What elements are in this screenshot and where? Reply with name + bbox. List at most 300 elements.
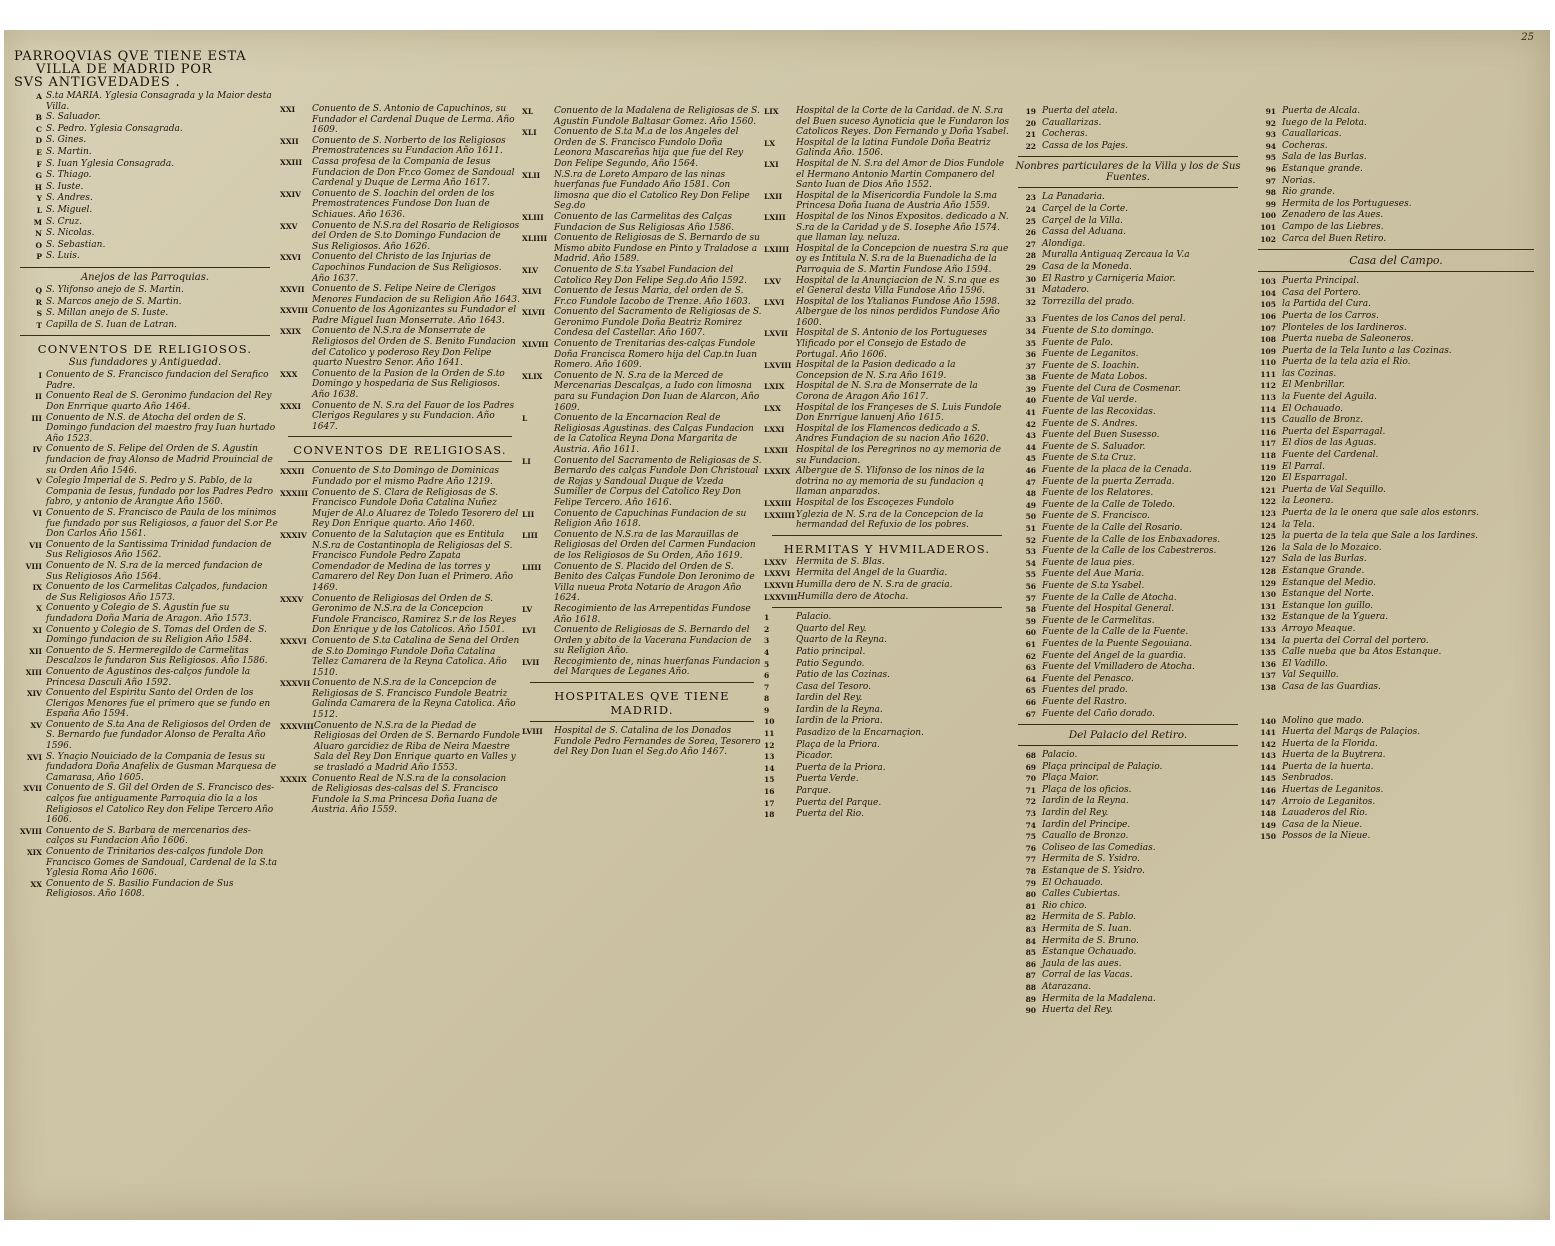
legend-entry (764, 403, 1010, 424)
legend-entry (1010, 796, 1246, 808)
entry-text: Fuente del Angel de la guardia. (1042, 650, 1187, 661)
entry-text: Quarto de la Reyna. (796, 635, 888, 646)
entry-text: Hermita de la Madalena. (1042, 993, 1156, 1004)
legend-entry (12, 688, 278, 720)
entry-number: 4 (764, 647, 770, 657)
entry-text: Conuento y Colegio de S. Agustin fue su fundadora Doña Maria de Aragon. Año 1573. (46, 603, 252, 624)
entry-number: 5 (764, 659, 770, 669)
entry-text: Fuente del Penasco. (1042, 673, 1134, 684)
casa-del-campo-heading: Casa del Campo. (1349, 254, 1443, 268)
entry-number: 148 (1260, 809, 1276, 819)
legend-entry (522, 562, 762, 604)
entry-number: 141 (1260, 728, 1276, 738)
entry-text: Hermita de S. Iuan. (1042, 924, 1132, 934)
legend-entry (1010, 994, 1246, 1006)
legend-entry (12, 783, 278, 825)
entry-text: Fuente del Buen Susesso. (1042, 430, 1160, 441)
entry-text: S.ta MARIA. Yglesia Consagrada y la Maior desta Villa. (46, 91, 272, 112)
entry-text: Conuento de S. Felipe Neire de Clerigos Menores Fundacion de su Religion Año 1643. (312, 284, 520, 305)
entry-number: XXV (280, 221, 298, 231)
entry-text: Casa del Portero. (1282, 287, 1361, 298)
legend-entry (1010, 709, 1246, 721)
entry-text: Fuente de S. Saluador. (1042, 441, 1146, 452)
entry-number: 147 (1260, 797, 1276, 807)
entry-number: X (36, 604, 42, 614)
entry-text: Campo de las Liebres. (1282, 221, 1384, 232)
hospitales-heading: HOSPITALES QVE TIENE MADRID. (554, 689, 730, 718)
nombres-list (1010, 192, 1246, 308)
legend-entry (1010, 773, 1246, 785)
legend-entry (1010, 535, 1246, 547)
legend-entry (1010, 651, 1246, 663)
entry-number: 130 (1260, 590, 1276, 600)
legend-entry (1250, 152, 1542, 164)
legend-entry (1250, 750, 1542, 762)
entry-number: XLIIII (522, 234, 548, 244)
entry-text: Albergue de S. Ylifonso de los ninos de la dotrina no ay memoria de su fundacion q llaman anparados. (796, 466, 985, 498)
divider (288, 436, 512, 437)
entry-text: Estanque de la Yguera. (1282, 612, 1389, 623)
divider (1018, 156, 1238, 157)
entry-number: 97 (1265, 176, 1276, 186)
conventos-religiosos-list (12, 370, 278, 900)
entry-text: la puerta de la tela que Sale a los Iardines. (1282, 531, 1479, 542)
legend-entry (1250, 543, 1542, 555)
entry-number: 74 (1025, 820, 1036, 830)
entry-text: El Esparragal. (1282, 473, 1348, 484)
entry-text: Conuento de S. Francisco de Paula de los minimos fue fundado por sus Religiosos, a fauor del S.or P.e Don Carlos Año 1561. (46, 508, 278, 540)
entry-number: XXVIII (280, 306, 308, 316)
column-5 (1010, 106, 1246, 1017)
entry-number: 150 (1260, 832, 1276, 842)
entry-number: 107 (1260, 323, 1276, 333)
entry-text: Yglezia de N. S.ra de la Concepcion de la hermandad del Refuxio de los pobres. (796, 509, 984, 531)
legend-entry (1250, 773, 1542, 785)
entry-number: 108 (1260, 335, 1276, 345)
legend-entry (280, 326, 520, 368)
entry-number: LIX (764, 107, 779, 116)
entry-number: XXXV (280, 594, 304, 604)
entry-text: Palacio. (796, 612, 832, 623)
legend-entry (764, 716, 1010, 728)
entry-number: 100 (1260, 211, 1276, 221)
legend-entry (1010, 762, 1246, 774)
entry-text: Hermita de S. Ysidro. (1042, 854, 1140, 865)
entry-text: Hospital de S. Antonio de los Portugueses Ylificado por el Consejo de Estado de Portugal. Año 1606. (796, 328, 988, 360)
legend-entry (1250, 210, 1542, 222)
entry-text: Conuento de S.to Domingo de Dominicas Fundado por el mismo Padre Año 1219. (312, 466, 500, 487)
entry-text: S. Marcos anejo de S. Martin. (46, 296, 182, 307)
entry-number: XLI (522, 128, 537, 138)
entry-number: LX (764, 138, 776, 148)
entry-number: 37 (1025, 361, 1036, 371)
legend-entry (280, 252, 520, 284)
entry-number: 48 (1025, 489, 1036, 499)
legend-entry (764, 466, 1010, 498)
entry-number: XIX (26, 848, 42, 857)
legend-entry (1010, 204, 1246, 216)
legend-entry (764, 635, 1010, 647)
divider (20, 335, 270, 336)
hospitales-list-first (522, 726, 762, 758)
entry-text: El Parral. (1282, 461, 1326, 472)
legend-entry (1010, 453, 1246, 465)
entry-text: Hospital de los Escoçezes Fundolo (796, 497, 954, 508)
legend-entry (280, 305, 520, 326)
legend-entry (1010, 616, 1246, 628)
legend-entry (1250, 496, 1542, 508)
entry-number: 64 (1025, 674, 1036, 684)
legend-entry (764, 381, 1010, 402)
entry-number: XXX (280, 369, 298, 379)
entry-text: Fuente de le Carmelitas. (1042, 615, 1155, 626)
entry-text: Puerta Principal. (1282, 276, 1360, 287)
entry-number: XVIII (19, 826, 42, 836)
entry-text: Fuente de S. Francisco. (1042, 511, 1150, 522)
legend-entry (1250, 520, 1542, 532)
legend-entry (280, 721, 520, 774)
entry-text: Fuente del Aue Maria. (1042, 569, 1145, 580)
entry-text: Casa del Tesoro. (796, 681, 872, 692)
entry-number: XXIX (280, 327, 301, 337)
entry-text: Conuento de N.S.ra de la Piedad de Religiosas del Orden de S. Bernardo Fundole Aluaro garcidiez de Riba de Neira Maestre Sala del Rey Don Enrique quarto en Valles y se trasladó a Madrid Año 1553. (313, 720, 520, 774)
entry-text: Capilla de S. Iuan de Latran. (46, 319, 177, 330)
entry-text: Conuento de S. Felipe del Orden de S. Agustin fundacion de fray Alonso de Madrid Prouincial de su Orden Año 1546. (46, 444, 273, 476)
legend-entry (1250, 820, 1542, 832)
legend-entry (1250, 647, 1542, 659)
entry-number: 29 (1025, 262, 1036, 272)
entry-text: Plonteles de los Iardineros. (1282, 322, 1407, 333)
entry-number: 43 (1025, 431, 1036, 441)
legend-entry (764, 212, 1010, 244)
entry-text: Calle nueba que ba Atos Estanque. (1282, 647, 1442, 658)
entry-text: Rio chico. (1042, 900, 1087, 911)
entry-text: Cauallaricas. (1282, 129, 1342, 140)
entry-text: Puerta de la le onera que sale alos estonrs. (1282, 508, 1480, 518)
entry-number: XLVIII (522, 340, 549, 350)
entry-number: 54 (1025, 558, 1036, 568)
legend-entry (1010, 118, 1246, 130)
entry-number: LXXV (764, 557, 787, 567)
entry-text: S. Gines. (46, 135, 87, 146)
entry-number: 58 (1025, 605, 1036, 615)
nombres-heading: Nonbres particulares de la Villa y los de Sus Fuentes. (1015, 161, 1241, 184)
entry-number: 144 (1260, 762, 1276, 772)
conventos-religiosos-list-continued (280, 104, 520, 432)
entry-text: Conuento de S.ta Catalina de Sena del Orden de S.to Domingo Fundole Doña Catalina Tellez Camarera de la Reyna Catolica. Año 1510. (312, 635, 520, 678)
entry-number: LIII (522, 530, 538, 540)
legend-entry (280, 530, 520, 594)
legend-entry (1250, 682, 1542, 694)
entry-text: S. Pedro. Yglesia Consagrada. (46, 123, 183, 134)
entry-text: Conuento de las Carmelitas des Calças Fundacion de Sus Religiosas Año 1586. (554, 211, 735, 233)
entry-number: 96 (1265, 164, 1276, 174)
entry-number: 9 (764, 705, 770, 715)
entry-text: Fuente de S.ta Ysabel. (1042, 580, 1145, 591)
legend-entry (12, 182, 278, 194)
entry-text: Picador. (796, 751, 833, 762)
entry-number: 123 (1260, 509, 1276, 518)
legend-entry (1250, 508, 1542, 520)
entry-text: Plaça principal de Palaçio. (1042, 761, 1163, 772)
entry-number: N (35, 229, 42, 239)
legend-entry (1250, 438, 1542, 450)
entry-number: 71 (1025, 785, 1036, 795)
entry-text: El dios de las Aguas. (1282, 438, 1377, 449)
entry-number: LXII (764, 191, 783, 201)
legend-entry (1010, 558, 1246, 570)
legend-entry (1250, 601, 1542, 613)
entry-text: S. Millan anejo de S. Iuste. (46, 308, 169, 319)
legend-entry (764, 624, 1010, 636)
entry-number: XXIV (280, 189, 301, 199)
entry-text: Iardin del Rey. (1042, 808, 1109, 819)
entry-number: 99 (1265, 199, 1276, 209)
divider (1018, 745, 1238, 746)
entry-text: Cassa profesa de la Compania de Iesus Fundacion de Don Fr.co Gomez de Sandoual Cardenal y Duque de Lerma Año 1617. (312, 156, 515, 189)
entry-text: Hospital de la Concepcion de nuestra S.ra que oy es Intitula N. S.ra de la Buenadicha de la Parroquia de S. Martin Fundose Año 1594. (796, 243, 1009, 275)
entry-text: la Tela. (1282, 519, 1315, 530)
legend-entry (764, 728, 1010, 740)
entry-text: Conuento de S. Ioachin del orden de los Premostratences Fundose Don Iuan de Schiaues. Año 1636. (312, 188, 495, 220)
legend-entry (1010, 465, 1246, 477)
entry-number: 26 (1025, 228, 1036, 238)
entry-number: 69 (1025, 762, 1036, 772)
legend-entry (764, 568, 1010, 580)
entry-text: Estanque Ochauado. (1042, 947, 1137, 958)
legend-entry (12, 646, 278, 667)
legend-entry (12, 112, 278, 124)
entry-number: XXXIII (280, 488, 308, 498)
entry-number: XXXVIII (280, 721, 314, 731)
entry-text: Hermita del Angel de la Guardia. (796, 568, 948, 579)
engraved-legend-sheet (4, 30, 1550, 1220)
legend-entry (1010, 500, 1246, 512)
entry-number: 56 (1025, 581, 1036, 591)
entry-number: 46 (1025, 466, 1036, 476)
legend-entry (764, 244, 1010, 276)
entry-number: 70 (1025, 774, 1036, 784)
legend-entry (1010, 750, 1246, 762)
legend-entry (1010, 662, 1246, 674)
entry-text: Humilla dero de N. S.ra de gracia. (796, 579, 953, 590)
main-title (14, 50, 278, 89)
entry-text: S. Saluador. (46, 112, 101, 123)
entry-text: Hospital de los Françeses de S. Luis Fundole Don Enrrigue lanuenj Año 1615. (796, 402, 1002, 424)
legend-entry (1010, 1005, 1246, 1017)
legend-entry (764, 612, 1010, 624)
legend-entry (1010, 639, 1246, 651)
entry-text: Cocheras. (1042, 129, 1088, 140)
entry-text: Puerta de los Carros. (1282, 310, 1379, 321)
legend-entry (764, 360, 1010, 381)
entry-number: 111 (1260, 369, 1276, 379)
entry-text: Fuente de Val uerde. (1042, 395, 1138, 406)
legend-entry (1250, 554, 1542, 566)
entry-number: LXX (764, 403, 781, 413)
entry-text: Norias. (1282, 175, 1316, 186)
entry-number: 11 (764, 729, 775, 739)
entry-number: 149 (1260, 820, 1276, 830)
entry-text: Hospital de los Peregrinos no ay memoria de su Fundacion. (796, 445, 1001, 466)
legend-entry (1010, 227, 1246, 239)
legend-entry (522, 456, 762, 509)
entry-text: Cauallo de Bronz. (1282, 415, 1364, 426)
entry-number: XII (29, 646, 42, 656)
entry-text: Torrezilla del prado. (1042, 296, 1135, 307)
entry-text: Arroyo Meaque. (1282, 623, 1356, 634)
entry-number: XLII (522, 170, 541, 180)
entry-text: Conuento de S. Hermeregildo de Carmelitas Descalzos le fundaron Sus Religiosos. Año 1586. (46, 645, 268, 667)
entry-number: XXXVII (280, 679, 311, 689)
legend-entry (280, 189, 520, 221)
entry-number: 53 (1025, 547, 1036, 557)
legend-entry (1010, 407, 1246, 419)
legend-entry (1010, 627, 1246, 639)
entry-number: XX (30, 879, 42, 889)
entry-number: 103 (1260, 277, 1276, 287)
entry-number: 18 (764, 810, 775, 820)
legend-entry (1250, 234, 1542, 246)
entry-number: 101 (1260, 222, 1276, 232)
entry-number: XVII (23, 784, 42, 794)
legend-entry (12, 444, 278, 476)
entry-text: Plaça Maior. (1042, 773, 1099, 784)
entry-number: 146 (1260, 786, 1276, 796)
hermitas-heading: HERMITAS Y HVMILADEROS. (783, 541, 991, 556)
legend-entry (522, 657, 762, 678)
legend-entry (12, 205, 278, 217)
entry-number: 104 (1260, 288, 1276, 298)
legend-entry (280, 466, 520, 487)
entry-text: Sala de las Burlas. (1282, 554, 1367, 565)
entry-text: Fuente del Cardenal. (1282, 450, 1379, 461)
legend-entry (12, 297, 278, 309)
entry-text: Fuente del Caño dorado. (1042, 708, 1155, 719)
entry-text: S. Ylifonso anejo de S. Martin. (46, 284, 184, 295)
entry-text: S. Cruz. (46, 216, 83, 227)
legend-entry (522, 339, 762, 371)
entry-text: Huerta del Rey. (1042, 1005, 1113, 1016)
entry-number: 134 (1260, 636, 1276, 646)
entry-text: Conuento de la Salutaçion que es Entitula N.S.ra de Costantinopla de Religiosas del S. Francisco Fundole Pedro Zapata Comendador de Medina de las torres y Camarero del Rey Don Iuan el Primero. Año 1469. (312, 529, 514, 593)
entry-number: IX (32, 583, 42, 593)
legend-entry (12, 228, 278, 240)
legend-entry (1250, 450, 1542, 462)
entry-text: Pasadizo de la Encarnaçion. (796, 728, 924, 739)
legend-entry (1250, 473, 1542, 485)
entry-text: Matadero. (1042, 285, 1090, 296)
entry-number: 20 (1025, 118, 1036, 128)
entry-number: 106 (1260, 311, 1276, 321)
entry-text: Conuento de S. Barbara de mercenarios des-calços su Fundacion Año 1606. (46, 825, 251, 847)
legend-entry (1250, 176, 1542, 188)
entry-text: Conuento de S.ta Ysabel Fundacion del Catolico Rey Don Felipe Seg.do Año 1592. (554, 264, 747, 286)
legend-entry (12, 667, 278, 688)
legend-entry (1010, 372, 1246, 384)
divider (772, 535, 1002, 536)
entry-text: S. Ynaçio Nouiciado de la Compania de Iesus su fundadora Doña Anafelix de Gusman Marquesa de Camarasa, Año 1605. (46, 751, 277, 783)
legend-entry (1010, 262, 1246, 274)
entry-text: Puerta del Parque. (796, 797, 882, 808)
conventos-religiosas-list (280, 466, 520, 816)
entry-number: 124 (1260, 520, 1276, 530)
entry-number: XLV (522, 265, 539, 275)
divider (772, 607, 1002, 608)
legend-entry (1010, 685, 1246, 697)
entry-text: Conuento de la Santissima Trinidad fundacion de Sus Religiosos Año 1562. (46, 539, 272, 561)
entry-text: Estanque lon guillo. (1282, 600, 1373, 611)
legend-entry (764, 557, 1010, 569)
legend-entry (12, 91, 278, 112)
entry-number: M (33, 217, 42, 227)
entry-text: S. Andres. (46, 193, 93, 204)
entry-number: LXXII (764, 446, 788, 455)
entry-number: 24 (1025, 204, 1036, 214)
entry-number: 122 (1260, 497, 1276, 507)
legend-entry (12, 251, 278, 263)
legend-entry (1250, 141, 1542, 153)
entry-text: Hospital de los Ninos Expositos. dedicado a N. S.ra de la Caridad y de S. Iosephe Año 1574. que llaman lay. neluza. (796, 211, 1009, 244)
entry-number: 55 (1025, 570, 1036, 580)
entry-text: Conuento Real de N.S.ra de la consolacion de Religiosas des-calsas del S. Francisco Fundole la S.ma Princesa Doña Iuana de Austria. Año 1559. (312, 773, 507, 816)
entry-text: Fuente de la Calle de los Enbaxadores. (1042, 534, 1221, 545)
legend-entry (1250, 299, 1542, 311)
legend-entry (1250, 276, 1542, 288)
legend-entry (522, 212, 762, 233)
legend-entry (1010, 488, 1246, 500)
entry-text: Huerta de la Buytrera. (1282, 750, 1386, 761)
entry-number: 2 (764, 624, 770, 634)
entry-number: 92 (1265, 118, 1276, 128)
entry-number: LVIII (522, 727, 543, 737)
entry-number: LXXIIII (764, 510, 795, 520)
entry-text: Recogimiento de, ninas huerfanas Fundacion del Marques de Leganes Año. (554, 656, 761, 678)
legend-entry (12, 159, 278, 171)
legend-entry (1010, 982, 1246, 994)
entry-number: 41 (1025, 408, 1036, 418)
entry-number: 21 (1025, 130, 1036, 140)
legend-entry (522, 106, 762, 127)
entry-number: LXIX (764, 382, 785, 392)
legend-entry (1250, 288, 1542, 300)
legend-entry (1010, 947, 1246, 959)
legend-entry (12, 603, 278, 624)
entry-number: 128 (1260, 566, 1276, 576)
entry-number: LXXVI (764, 569, 791, 579)
entry-number: 72 (1025, 797, 1036, 807)
legend-entry (1010, 785, 1246, 797)
entry-number: LVI (522, 626, 536, 636)
legend-entry (522, 286, 762, 307)
entry-text: Huerta de la Florida. (1282, 738, 1378, 749)
entry-text: Conuento de Religiosas de S. Bernardo del Orden y abito de la Vacerana Fundacion de su Religion Año. (554, 625, 752, 657)
legend-entry (764, 809, 1010, 821)
entry-text: Fuente del Hospital General. (1042, 604, 1175, 615)
entry-number: 38 (1025, 373, 1036, 383)
legend-entry (1010, 338, 1246, 350)
entry-number: 42 (1025, 419, 1036, 429)
entry-number: XLVII (522, 308, 546, 318)
legend-entry (1010, 936, 1246, 948)
legend-entry (764, 682, 1010, 694)
entry-text: Conuento de la Pasion de la Orden de S.to Domingo y hospedaria de Sus Religiosos. Año 1638. (312, 368, 505, 401)
entry-number: 145 (1260, 774, 1276, 784)
entry-text: El Ochauado. (1042, 877, 1103, 888)
legend-entry (1010, 239, 1246, 251)
legend-entry (522, 265, 762, 286)
entry-text: Conuento de N.S.ra del Rosario de Religiosos del Orden de S.to Domingo Fundacion de Sus Religiosos. Año 1626. (312, 220, 520, 252)
